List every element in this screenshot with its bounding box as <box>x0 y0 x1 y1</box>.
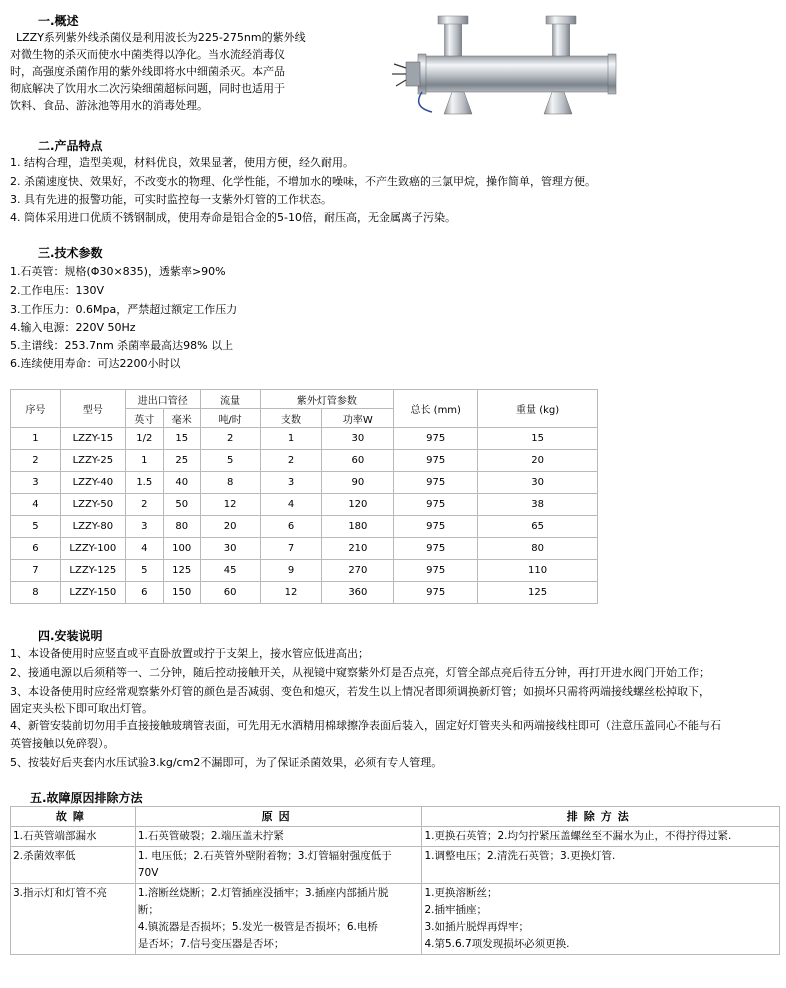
table-cell: 4 <box>11 494 61 516</box>
cause-line: 1. 电压低；2.石英管外壁附着物；3.灯管辐射强度低于 <box>137 850 392 862</box>
table-cell: 270 <box>322 560 394 582</box>
install-item: 5、按装好后夹套内水压试验3.kg/cm2不漏即可，为了保证杀菌效果，必须有专人管理。 <box>10 756 443 769</box>
table-cell: LZZY-150 <box>60 582 125 604</box>
table-row <box>11 827 780 847</box>
cause-line: 4.镇流器是否损坏；5.发光一极管是否损坏；6.电桥 <box>137 921 378 933</box>
section-overview-title: 一.概述 <box>38 14 79 28</box>
fix-line: 1.更换石英管；2.均匀拧紧压盖螺丝至不漏水为止，不得拧得过紧. <box>424 830 732 842</box>
section-install-title: 四.安装说明 <box>38 629 103 643</box>
fault-cell: 2.杀菌效率低 <box>11 847 136 884</box>
table-cell: 60 <box>200 582 260 604</box>
table-cell: 65 <box>478 516 598 538</box>
spec-item: 3.工作压力：0.6Mpa，严禁超过额定工作压力 <box>10 303 238 316</box>
install-item: 英管接触以免碎裂）。 <box>10 737 115 750</box>
table-cell: 80 <box>163 516 200 538</box>
install-item: 2、接通电源以后须稍等一、二分钟，随后控动接触开关，从视镜中窥察紫外灯是否点亮，灯管全部点亮后待五分钟，再打开进水阀门开始工作； <box>10 666 710 679</box>
fault-cell: 1.石英管端部漏水 <box>11 827 136 847</box>
spec-item: 4.输入电源：220V 50Hz <box>10 321 136 334</box>
table-cell: 20 <box>200 516 260 538</box>
overview-line: LZZY系列紫外线杀菌仪是利用波长为225-275nm的紫外线 <box>16 31 306 44</box>
table-cell: 1 <box>260 428 322 450</box>
install-item: 1、本设备使用时应竖直或平直卧放置或拧于支架上，接水管应低进高出； <box>10 647 369 660</box>
fix-cell <box>422 827 780 847</box>
header-inch: 英寸 <box>125 409 163 428</box>
table-cell: 975 <box>394 450 478 472</box>
header-mm: 毫米 <box>163 409 200 428</box>
table-cell: 180 <box>322 516 394 538</box>
overview-line: 彻底解决了饮用水二次污染细菌超标问题，同时也适用于 <box>10 82 285 95</box>
header-lamp: 紫外灯管参数 <box>260 390 394 409</box>
header-count: 支数 <box>260 409 322 428</box>
table-cell: 6 <box>260 516 322 538</box>
table-row <box>11 847 780 884</box>
table-cell: 45 <box>200 560 260 582</box>
fix-cell <box>422 884 780 955</box>
table-cell: 2 <box>200 428 260 450</box>
cause-cell <box>135 827 422 847</box>
table-cell: 3 <box>260 472 322 494</box>
table-cell: 8 <box>200 472 260 494</box>
spec-item: 1.石英管：规格(Φ30×835)，透紫率>90% <box>10 265 226 278</box>
header-power: 功率W <box>322 409 394 428</box>
table-cell: 80 <box>478 538 598 560</box>
table-cell: 150 <box>163 582 200 604</box>
feature-item: 4. 筒体采用进口优质不锈钢制成，使用寿命是铝合金的5-10倍，耐压高，无金属离子污染。 <box>10 211 456 224</box>
cause-cell <box>135 847 422 884</box>
section-overview-text <box>10 29 310 114</box>
table-cell: 2 <box>260 450 322 472</box>
section-features-title: 二.产品特点 <box>38 139 103 153</box>
cause-line: 是否坏；7.信号变压器是否坏； <box>137 938 285 950</box>
table-cell: 5 <box>11 516 61 538</box>
table-cell: 1 <box>125 450 163 472</box>
troubleshooting-table <box>10 806 780 955</box>
overview-line: 时，高强度杀菌作用的紫外线即将水中细菌杀灭。本产品 <box>10 65 285 78</box>
table-cell: LZZY-50 <box>60 494 125 516</box>
table-cell: 30 <box>322 428 394 450</box>
spec-item: 2.工作电压：130V <box>10 284 105 297</box>
uv-sterilizer-product-image <box>392 12 622 118</box>
table-cell: 1 <box>11 428 61 450</box>
table-row <box>11 450 598 472</box>
spec-item: 5.主谱线：253.7nm 杀菌率最高达98% 以上 <box>10 339 234 352</box>
cause-cell <box>135 884 422 955</box>
cause-line: 1.石英管破裂；2.端压盖未拧紧 <box>137 830 284 842</box>
header-flow: 流量 <box>200 390 260 409</box>
table-row <box>11 560 598 582</box>
table-cell: 12 <box>260 582 322 604</box>
fix-line: 1.调整电压；2.清洗石英管；3.更换灯管. <box>424 850 616 862</box>
table-cell: 3 <box>125 516 163 538</box>
table-cell: 6 <box>125 582 163 604</box>
table-cell: 100 <box>163 538 200 560</box>
table-cell: 7 <box>11 560 61 582</box>
spec-item: 6.连续使用寿命：可达2200小时以 <box>10 357 181 370</box>
overview-line: 饮料、食品、游泳池等用水的消毒处理。 <box>10 99 208 112</box>
header-model: 型号 <box>60 390 125 428</box>
table-row <box>11 538 598 560</box>
table-cell: 110 <box>478 560 598 582</box>
table-cell: 25 <box>163 450 200 472</box>
header-cause: 原因 <box>135 807 422 827</box>
fix-cell <box>422 847 780 884</box>
header-no: 序号 <box>11 390 61 428</box>
table-cell: 360 <box>322 582 394 604</box>
table-cell: 975 <box>394 582 478 604</box>
table-cell: 15 <box>478 428 598 450</box>
table-cell: 3 <box>11 472 61 494</box>
header-length: 总长 (mm) <box>394 390 478 428</box>
table-row <box>11 516 598 538</box>
table-cell: 975 <box>394 516 478 538</box>
table-cell: LZZY-15 <box>60 428 125 450</box>
overview-line: 对微生物的杀灭而使水中菌类得以净化。当水流经消毒仪 <box>10 48 285 61</box>
table-row <box>11 428 598 450</box>
fix-line: 1.更换溶断丝； <box>424 887 498 899</box>
install-item: 4、新管安装前切勿用手直接接触玻璃管表面，可先用无水酒精用棉球擦净表面后装入，固定好灯管夹头和两端接线柱即可（注意压盖同心不能与石 <box>10 719 721 732</box>
table-cell: 5 <box>200 450 260 472</box>
header-fault: 故障 <box>11 807 136 827</box>
table-cell: 125 <box>478 582 598 604</box>
feature-item: 3. 具有先进的报警功能，可实时监控每一支紫外灯管的工作状态。 <box>10 193 332 206</box>
table-cell: LZZY-80 <box>60 516 125 538</box>
table-cell: 15 <box>163 428 200 450</box>
table-cell: 975 <box>394 494 478 516</box>
table-cell: 38 <box>478 494 598 516</box>
feature-item: 1. 结构合理，造型美观，材料优良，效果显著，使用方便，经久耐用。 <box>10 156 354 169</box>
fix-line: 4.第5.6.7项发现损坏必须更换. <box>424 938 570 950</box>
table-row <box>11 582 598 604</box>
table-cell: 50 <box>163 494 200 516</box>
table-cell: 8 <box>11 582 61 604</box>
install-item: 3、本设备使用时应经常观察紫外灯管的颜色是否减弱、变色和熄灭，若发生以上情况者即须调换新灯管；如损坏只需将两端接线螺丝松掉取下， <box>10 685 710 698</box>
section-troubleshoot-title: 五.故障原因排除方法 <box>30 791 143 805</box>
table-cell: 975 <box>394 472 478 494</box>
table-cell: 9 <box>260 560 322 582</box>
fix-line: 3.如插片脱焊再焊牢； <box>424 921 529 933</box>
table-cell: 12 <box>200 494 260 516</box>
table-cell: 30 <box>200 538 260 560</box>
table-cell: LZZY-40 <box>60 472 125 494</box>
table-cell: 1/2 <box>125 428 163 450</box>
cause-line: 断； <box>137 904 159 916</box>
table-cell: 20 <box>478 450 598 472</box>
feature-item: 2. 杀菌速度快、效果好，不改变水的物理、化学性能，不增加水的噪味，不产生致癌的三氯甲烷，操作简单，管理方便。 <box>10 175 596 188</box>
table-cell: 210 <box>322 538 394 560</box>
cause-line: 70V <box>137 867 159 879</box>
header-flow-unit: 吨/时 <box>200 409 260 428</box>
cause-line: 1.溶断丝烧断；2.灯管插座没插牢；3.插座内部插片脱 <box>137 887 389 899</box>
table-cell: 2 <box>11 450 61 472</box>
table-cell: 1.5 <box>125 472 163 494</box>
table-cell: LZZY-25 <box>60 450 125 472</box>
table-row <box>11 472 598 494</box>
fault-cell: 3.指示灯和灯管不亮 <box>11 884 136 955</box>
table-cell: LZZY-125 <box>60 560 125 582</box>
table-cell: 7 <box>260 538 322 560</box>
section-specs-title: 三.技术参数 <box>38 246 103 260</box>
table-cell: 30 <box>478 472 598 494</box>
header-pipe: 进出口管径 <box>125 390 200 409</box>
fix-line: 2.插牢插座； <box>424 904 487 916</box>
model-parameter-table <box>10 389 598 604</box>
table-cell: 5 <box>125 560 163 582</box>
header-weight: 重量 (kg) <box>478 390 598 428</box>
table-row <box>11 494 598 516</box>
table-cell: 60 <box>322 450 394 472</box>
table-cell: 975 <box>394 428 478 450</box>
table-cell: 2 <box>125 494 163 516</box>
table-cell: 6 <box>11 538 61 560</box>
table-cell: 90 <box>322 472 394 494</box>
table-cell: 4 <box>125 538 163 560</box>
table-cell: 975 <box>394 538 478 560</box>
table-cell: 40 <box>163 472 200 494</box>
table-cell: LZZY-100 <box>60 538 125 560</box>
table-row <box>11 884 780 955</box>
table-cell: 125 <box>163 560 200 582</box>
header-fix: 排除方法 <box>422 807 780 827</box>
install-item: 固定夹头松下即可取出灯管。 <box>10 702 153 715</box>
table-cell: 975 <box>394 560 478 582</box>
table-cell: 4 <box>260 494 322 516</box>
table-cell: 120 <box>322 494 394 516</box>
